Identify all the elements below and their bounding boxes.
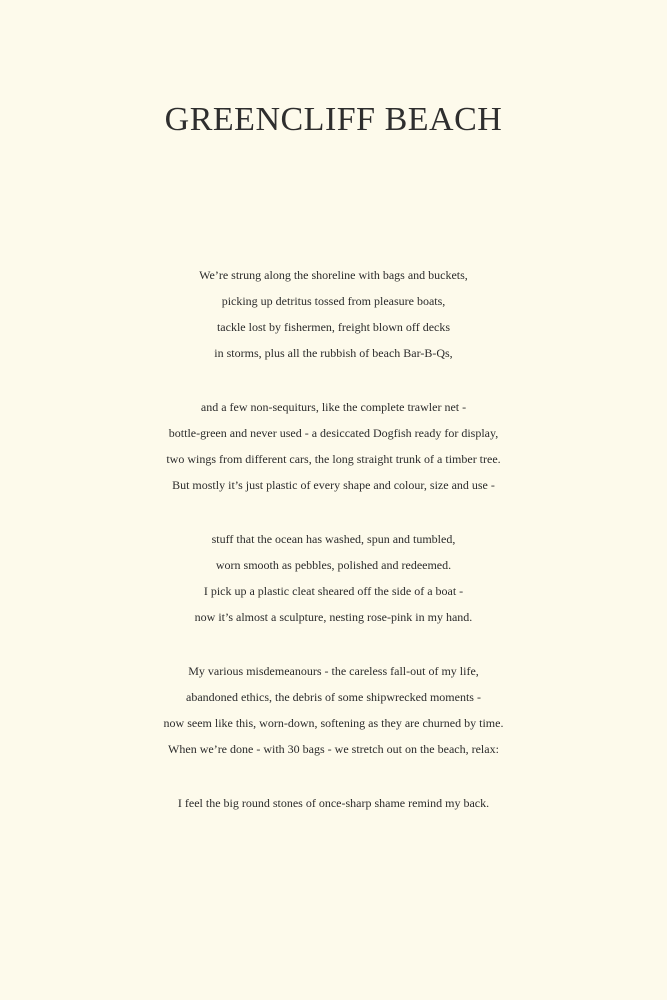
poem-line: When we’re done - with 30 bags - we stretch out on the beach, relax: <box>168 742 499 756</box>
poem-line: now it’s almost a sculpture, nesting rose-pink in my hand. <box>194 610 473 624</box>
poem-line: We’re strung along the shoreline with bags and buckets, <box>199 268 468 282</box>
stanza-2 <box>0 394 667 498</box>
poem-line: picking up detritus tossed from pleasure boats, <box>221 294 446 308</box>
poem-line: bottle-green and never used - a desiccated Dogfish ready for display, <box>168 426 499 440</box>
poem-line: two wings from different cars, the long straight trunk of a timber tree. <box>166 452 501 466</box>
stanza-3 <box>0 526 667 630</box>
poem-line: worn smooth as pebbles, polished and redeemed. <box>215 558 452 572</box>
poem-line: I pick up a plastic cleat sheared off the side of a boat - <box>203 584 464 598</box>
poem-line: abandoned ethics, the debris of some shipwrecked moments - <box>186 690 481 704</box>
poem-line: stuff that the ocean has washed, spun and tumbled, <box>211 532 456 546</box>
poem-line: My various misdemeanours - the careless fall-out of my life, <box>188 664 479 678</box>
stanza-1 <box>0 262 667 366</box>
stanza-4 <box>0 658 667 762</box>
poem-title: GREENCLIFF BEACH <box>164 101 503 138</box>
poem-body <box>0 262 667 844</box>
poem-line: in storms, plus all the rubbish of beach Bar-B-Qs, <box>214 346 453 360</box>
stanza-5 <box>0 790 667 816</box>
poem-line: But mostly it’s just plastic of every shape and colour, size and use - <box>172 478 495 492</box>
poem-line: and a few non-sequiturs, like the complete trawler net - <box>200 400 467 414</box>
poem-line: tackle lost by fishermen, freight blown off decks <box>216 320 451 334</box>
poem-line: now seem like this, worn-down, softening as they are churned by time. <box>163 716 504 730</box>
poem-line: I feel the big round stones of once-sharp shame remind my back. <box>177 796 490 810</box>
